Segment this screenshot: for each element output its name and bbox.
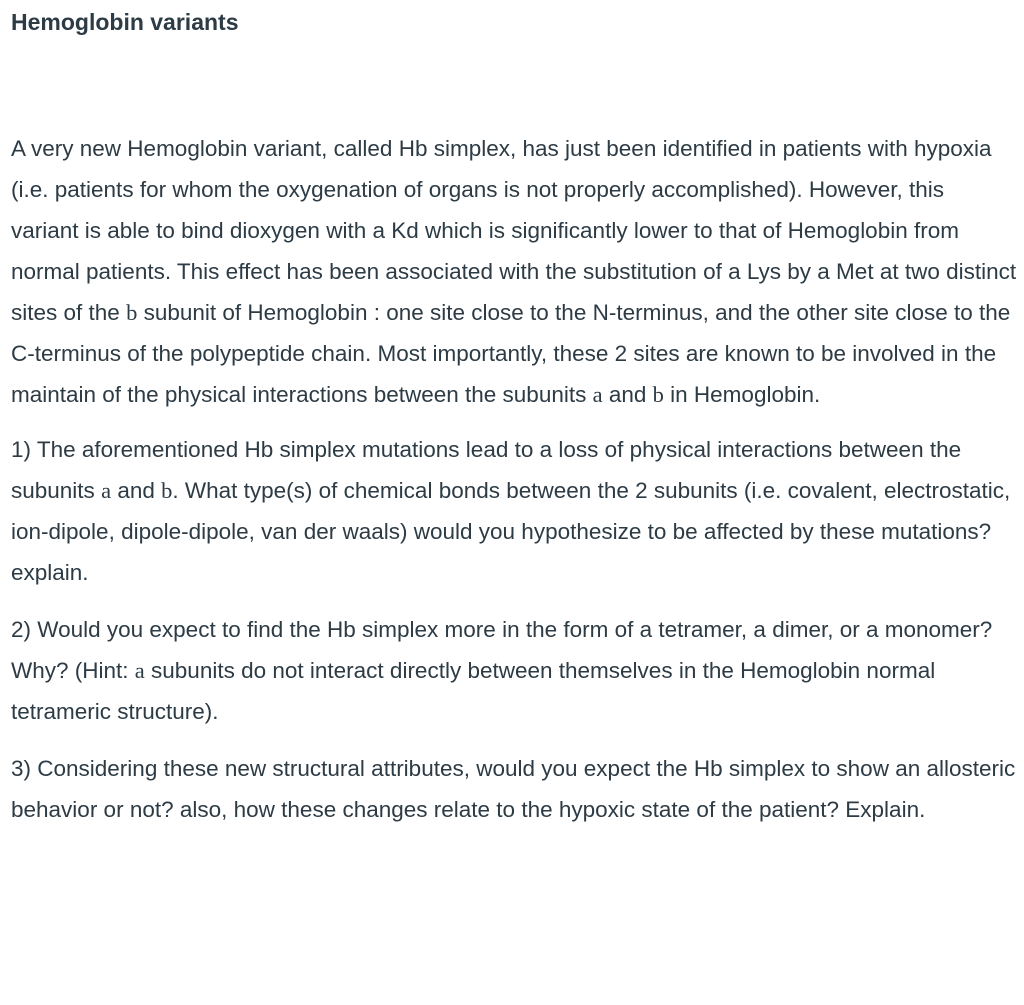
intro-text-3: and xyxy=(602,382,653,407)
greek-symbol: a xyxy=(134,658,145,683)
intro-text-4: in Hemoglobin. xyxy=(663,382,821,407)
greek-symbol: b xyxy=(652,382,664,407)
intro-text-2: subunit of Hemoglobin : one site close to the N-terminus, and the other site close to the C-terminus of the polypeptide chain. Most importantly, these 2 sites are known to be involved in the maintain of the physical interactions between the subunits xyxy=(11,300,1011,407)
question-1 xyxy=(11,429,1017,593)
page-title: Hemoglobin variants xyxy=(11,9,239,35)
intro-text-1: A very new Hemoglobin variant, called Hb simplex, has just been identified in patients with hypoxia (i.e. patients for whom the oxygenation of organs is not properly accomplished). However, this variant is able to bind dioxygen with a Kd which is significantly lower to that of Hemoglobin from normal patients. This effect has been associated with the substitution of a Lys by a Met at two distinct sites of the xyxy=(11,136,1017,325)
question-1-text-3: . What type(s) of chemical bonds between the 2 subunits (i.e. covalent, electrostatic, ion-dipole, dipole-dipole, van der waals) would you hypothesize to be affected by these mutations? explain. xyxy=(11,478,1011,585)
question-3-text-1: 3) Considering these new structural attributes, would you expect the Hb simplex to show an allosteric behavior or not? also, how these changes relate to the hypoxic state of the patient? Explain. xyxy=(11,756,1016,822)
intro-paragraph xyxy=(11,128,1017,415)
question-1-text-2: and xyxy=(111,478,162,503)
greek-symbol: a xyxy=(592,382,603,407)
question-2 xyxy=(11,609,1017,732)
question-2-text-1: 2) Would you expect to find the Hb simplex more in the form of a tetramer, a dimer, or a monomer? Why? (Hint: xyxy=(11,617,993,683)
greek-symbol: b xyxy=(161,478,173,503)
document xyxy=(11,0,1017,830)
greek-symbol: b xyxy=(126,300,138,325)
greek-symbol: a xyxy=(101,478,112,503)
question-1-text-1: 1) The aforementioned Hb simplex mutations lead to a loss of physical interactions between the subunits xyxy=(11,437,962,503)
question-2-text-2: subunits do not interact directly between themselves in the Hemoglobin normal tetrameric structure). xyxy=(11,658,936,724)
question-3 xyxy=(11,748,1017,830)
